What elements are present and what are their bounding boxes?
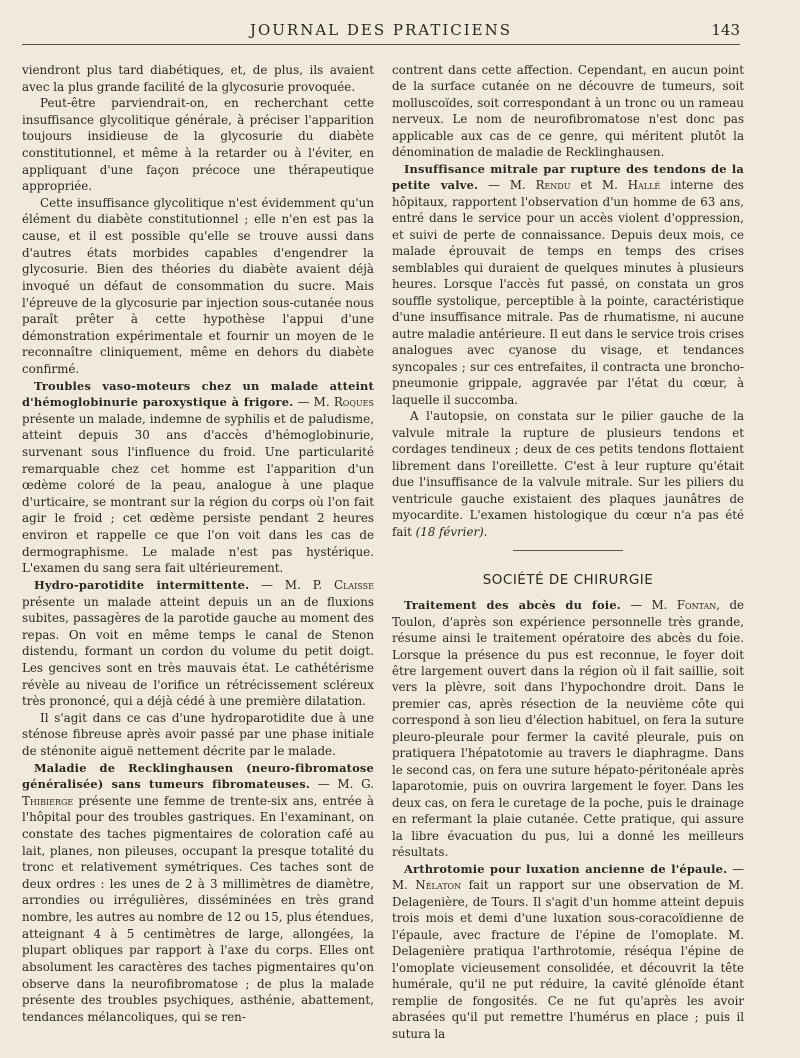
author-name: Hallé <box>627 178 661 193</box>
section-arthrotomie <box>392 861 744 1042</box>
dash: — M. <box>392 861 745 893</box>
section-insuffisance-mitrale <box>392 161 744 408</box>
dash: — M. P. <box>249 577 334 592</box>
author-name: Fontan <box>676 598 717 613</box>
paragraph: contrent dans cette affection. Cependant, en aucun point de la surface cutanée on ne découvre de tumeurs, soit molluscoïdes, soit correspondant à un tronc ou un rameau nerveux. Le nom de neurofibromatose n'est donc pas applicable aux cas de ce genre, qui méritent plutôt la dénomination de maladie de Recklinghausen. <box>392 63 744 160</box>
society-heading: SOCIÉTÉ DE CHIRURGIE <box>482 572 654 589</box>
running-header <box>22 18 740 45</box>
paragraph-text: A l'autopsie, on constata sur le pilier gauche de la valvule mitrale la rupture de plusieurs tendons et cordages tendineux ; deux de ces petits tendons flottaient librement dans l'oreillette. C'est à leur rupture qu'était due l'insuffisance de la valvule mitrale. Sur les piliers du ventricule gauche existaient des plaques jaunâtres de myocardite. L'examen histologique du cœur n'a pas été fait <box>392 409 744 539</box>
section-text: présente un malade atteint depuis un an de fluxions subites, passagères de la parotide gauche au moment des repas. On voit en même temps le canal de Stenon distendu, formant un cordon du volume du petit doigt. Les gencives sont en très mauvais état. Le cathétérisme révèle au niveau de l'orifice un rétrécissement scléreux très prononcé, qui a déjà cédé à une première dilatation. <box>22 594 374 709</box>
section-text: , de Toulon, d'après son expérience personnelle très grande, résume ainsi le traitement opératoire des abcès du foie. Lorsque la présence du pus est reconnue, le foyer doit être largement ouvert dans la région où il fait saillie, soit vers la plèvre, soit dans l'hypochondre droit. Dans le premier cas, après résection de la neuvième côte qui correspond à son lieu d'élection habituel, on fera la suture pleuro-pleurale pour fermer la cavité pleurale, puis on pratiquera l'hépatotomie au travers le diaphragme. Dans le second cas, on fera une suture hépato-péritonéale après laparotomie, puis on ouvrira largement le foyer. Dans les deux cas, on fera le curetage de la poche, puis le drainage en refermant la plaie cutanée. Cette pratique, qui assure la libre évacuation du pus, lui a donné les meilleurs résultats. <box>392 598 745 860</box>
paragraph: Peut-être parviendrait-on, en recherchant cette insuffisance glycolitique générale, à préciser l'apparition toujours insidieuse de la glycosurie du diabète constitutionnel, et même à la retarder ou à l'éviter, en appliquant d'une façon précoce une thérapeutique appropriée. <box>22 96 374 194</box>
section-heading: Insuffisance mitrale par rupture des tendons de la petite valve. <box>392 161 744 193</box>
paragraph <box>392 408 744 540</box>
paragraph: Il s'agit dans ce cas d'une hydroparotidite due à une sténose fibreuse après avoir passé par une phase initiale de sténonite aiguë nettement décrite par le malade. <box>22 710 374 758</box>
dash: — M. <box>293 395 334 410</box>
section-abces-foie <box>392 597 744 861</box>
divider <box>513 550 623 551</box>
section-text: interne des hôpitaux, rapportent l'observation d'un homme de 63 ans, entré dans le service pour un accès violent d'oppression, et suivi de perte de connaissance. Depuis deux mois, ce malade éprouvait de temps en temps des crises semblables qui duraient de quelques minutes à plusieurs heures. Lorsque l'accès fut passé, on constata un gros souffle systolique, perceptible à la pointe, caractéristique d'une insuffisance mitrale. Pas de rhumatisme, ni aucune autre maladie antérieure. Il eut dans le service trois crises analogues avec cyanose du visage, et tendances syncopales ; sur ces entrefaites, il contracta une broncho-pneumonie grippale, aggravée par l'état du cœur, à laquelle il succomba. <box>392 178 744 407</box>
author-name: Nélaton <box>415 878 462 893</box>
author-name: Roques <box>333 395 374 410</box>
connector: et M. <box>570 178 628 193</box>
section-heading: Hydro-parotidite intermittente. <box>34 577 250 592</box>
dash: — M. G. <box>310 777 374 792</box>
section-recklinghausen <box>22 760 374 1026</box>
page-number: 143 <box>711 21 740 39</box>
section-heading: Traitement des abcès du foie. <box>404 598 621 613</box>
section-heading: Troubles vaso-moteurs chez un malade atteint d'hémoglobinurie paroxystique à frigore. <box>22 378 374 410</box>
section-heading: Maladie de Recklinghausen (neuro-fibromatose généralisée) sans tumeurs fibromateuses. <box>22 760 374 792</box>
section-text: fait un rapport sur une observation de M. Delagenière, de Tours. Il s'agit d'un homme atteint depuis trois mois et demi d'une luxation sous-coracoïdienne de l'épaule, avec fracture de l'épine de l'omoplate. M. Delagenière pratiqua l'arthrotomie, réséqua l'épine de l'omoplate vicieusement consolidée, et découvrit la tête humérale, qu'il ne put réduire, la cavité glénoïde étant remplie de fongosités. Ce ne fut qu'après les avoir abrasées qu'il put remettre l'humérus en place ; puis il sutura la <box>392 878 744 1041</box>
section-text: présente un malade, indemne de syphilis et de paludisme, atteint depuis 30 ans d'accès d'hémoglobinurie, survenant sous l'influence du froid. Une particularité remarquable chez cet homme est l'apparition d'un œdème coloré de la peau, analogue à une plaque d'urticaire, se montrant sur la région du corps où l'on fait agir le froid ; cet œdème persiste pendant 2 heures environ et rappelle ce que l'on voit dans les cas de dermographisme. Le malade n'est pas hystérique. L'examen du sang sera fait ultérieurement. <box>22 411 374 576</box>
author-name: Rendu <box>535 178 571 193</box>
paragraph: viendront plus tard diabétiques, et, de plus, ils avaient avec la plus grande facilité de la glycosurie provoquée. <box>22 63 374 94</box>
section-text: présente une femme de trente-six ans, entrée à l'hôpital pour des troubles gastriques. En l'examinant, on constate des taches pigmentaires de coloration café au lait, planes, non pileuses, occupant la presque totalité du tronc et relativement symétriques. Ces taches sont de deux ordres : les unes de 2 à 3 millimètres de diamètre, arrondies ou irrégulières, disséminées en très grand nombre, les autres au nombre de 12 ou 15, plus étendues, atteignant 4 à 5 centimètres de large, allongées, la plupart obliques par rapport à l'axe du corps. Elles ont absolument les caractères des taches pigmentaires qu'on observe dans la neurofibromatose ; de plus la malade présente des troubles psychiques, asthénie, abattement, tendances mélancoliques, qui se ren- <box>22 793 374 1024</box>
paragraph: Cette insuffisance glycolitique n'est évidemment qu'un élément du diabète constitutionnel ; elle n'en est pas la cause, et il est possible qu'elle se trouve aussi dans d'autres états morbides capables d'engendrer la glycosurie. Bien des théories du diabète avaient déjà invoqué un défaut de consommation du sucre. Mais l'épreuve de la glycosurie par injection sous-cutanée nous paraît prêter à cette hypothèse l'appui d'une démonstration expérimentale et fournir un moyen de le reconnaître cliniquement, même en dehors du diabète confirmé. <box>22 195 374 376</box>
journal-title: JOURNAL DES PRATICIENS <box>249 21 513 39</box>
author-name: Claisse <box>333 577 374 592</box>
dash: — M. <box>620 598 677 613</box>
section-hemoglobinurie <box>22 378 374 577</box>
left-column <box>22 62 374 1025</box>
right-column <box>392 62 744 1042</box>
section-hydro-parotidite <box>22 577 374 710</box>
dash: — M. <box>478 178 536 193</box>
date-note: (18 février). <box>415 524 488 539</box>
section-heading: Arthrotomie pour luxation ancienne de l'épaule. <box>404 861 728 876</box>
author-name: Thibierge <box>22 793 74 808</box>
